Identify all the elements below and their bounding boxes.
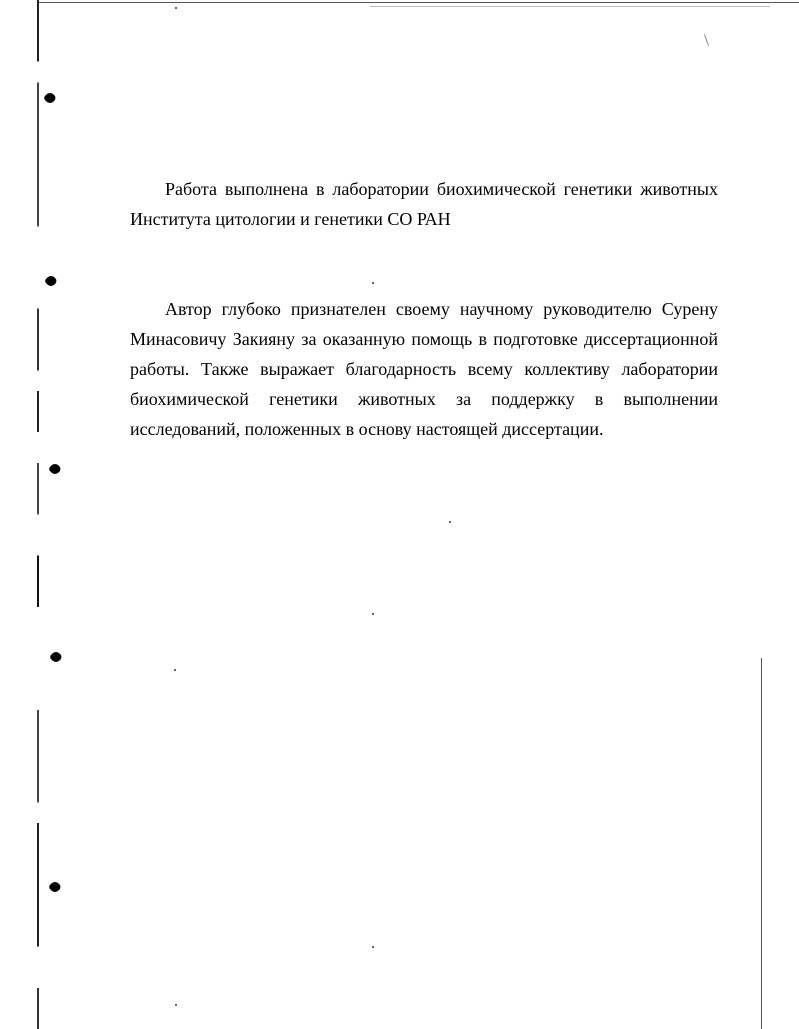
paragraph-text: Автор глубоко признателен своему научному руководителю Сурену Минасовичу Закияну за оказанную помощь в подготовке диссертационной работы. Также выражает благодарность всему коллективу лаборатории биохимической генетики животных за поддержку в выполнении исследований, положенных в основу настоящей диссертации. xyxy=(130,299,718,439)
scan-speck xyxy=(175,7,177,9)
binder-hole-mark xyxy=(49,650,63,664)
scan-speck xyxy=(175,1004,177,1006)
binder-hole-mark xyxy=(48,462,62,476)
scan-speck xyxy=(174,669,176,671)
paragraph-text: Работа выполнена в лаборатории биохимической генетики животных Института цитологии и генетики СО РАН xyxy=(130,179,718,229)
scan-speck xyxy=(372,613,374,615)
scan-right-margin-line xyxy=(761,658,762,1029)
scan-top-edge-line xyxy=(38,2,799,3)
scan-mark xyxy=(704,34,709,46)
binder-hole-mark xyxy=(44,274,58,288)
scan-speck xyxy=(449,521,451,523)
scan-top-edge-line-faint xyxy=(370,6,770,7)
scan-speck xyxy=(372,282,374,284)
binder-hole-mark xyxy=(48,880,62,894)
lab-affiliation-paragraph xyxy=(130,174,718,234)
binder-hole-mark xyxy=(43,91,57,105)
scan-speck xyxy=(372,946,374,948)
acknowledgment-paragraph xyxy=(130,294,718,444)
scan-left-margin-line xyxy=(37,0,39,1029)
